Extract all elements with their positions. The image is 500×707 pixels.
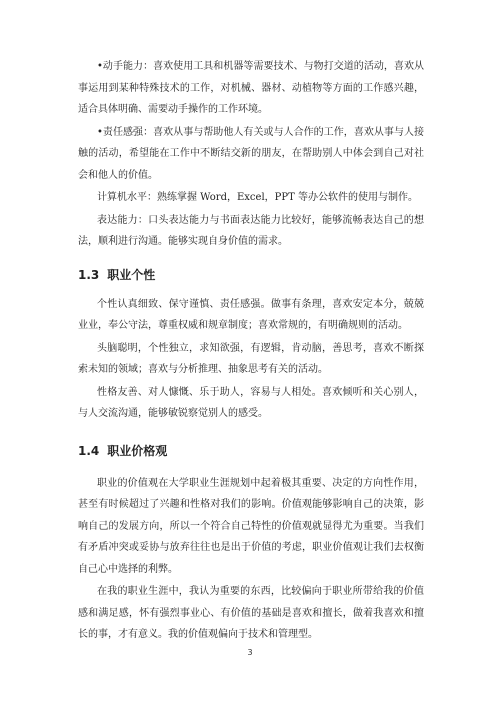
page-number: 3	[247, 648, 253, 657]
section-number: 1.3	[78, 267, 100, 282]
paragraph-expression-ability: 表达能力：口头表达能力与书面表达能力比较好，能够流畅表达自己的想法，顺利进行沟通。能够实现自身价值的需求。	[78, 214, 424, 247]
section-heading-career-values	[78, 443, 424, 459]
section-heading-career-personality	[78, 267, 424, 283]
paragraph-values-1: 职业的价值观在大学职业生涯规划中起着极其重要、决定的方向性作用，甚至有时候超过了兴趣和性格对我们的影响。价值观能够影响自己的决策，影响自己的发展方向，所以一个符合自己特性的价值观就显得尤为重要。当我们有矛盾冲突或妥协与放弃往往也是出于价值的考虑，职业价值观让我们去权衡自己心中选择的利弊。	[78, 477, 424, 575]
paragraph-values-2: 在我的职业生涯中，我认为重要的东西，比较偏向于职业所带给我的价值感和满足感，怀有强烈事业心、有价值的基础是喜欢和擅长，做着我喜欢和擅长的事，才有意义。我的价值观偏向于技术和管理型。	[78, 586, 424, 640]
section-title: 职业价格观	[107, 443, 168, 458]
paragraph-personality-2: 头脑聪明，个性独立，求知欲强，有逻辑，肯动脑，善思考，喜欢不断探索未知的领域；喜欢与分析推理、抽象思考有关的活动。	[78, 342, 424, 375]
section-title: 职业个性	[107, 267, 156, 282]
paragraph-personality-1: 个性认真细致、保守谨慎、责任感强。做事有条理，喜欢安定本分，兢兢业业，奉公守法，尊重权威和规章制度；喜欢常规的，有明确规则的活动。	[78, 298, 424, 331]
paragraph-personality-3: 性格友善、对人慷慨、乐于助人，容易与人相处。喜欢倾听和关心别人，与人交流沟通，能够敏锐察觉别人的感受。	[78, 386, 424, 419]
document-body	[78, 56, 424, 646]
paragraph-responsibility: •责任感强：喜欢从事与帮助他人有关或与人合作的工作，喜欢从事与人接触的活动，希望能在工作中不断结交新的朋友，在帮助别人中体会到自己对社会和他人的价值。	[78, 126, 424, 181]
paragraph-computer-skills: 计算机水平：熟练掌握 Word，Excel，PPT 等办公软件的使用与制作。	[97, 192, 418, 203]
paragraph-hands-on-ability: •动手能力：喜欢使用工具和机器等需要技术、与物打交道的活动，喜欢从事运用到某种特殊技术的工作，对机械、器材、动植物等方面的工作感兴趣，适合具体明确、需要动手操作的工作环境。	[78, 61, 424, 115]
section-number: 1.4	[78, 443, 100, 458]
